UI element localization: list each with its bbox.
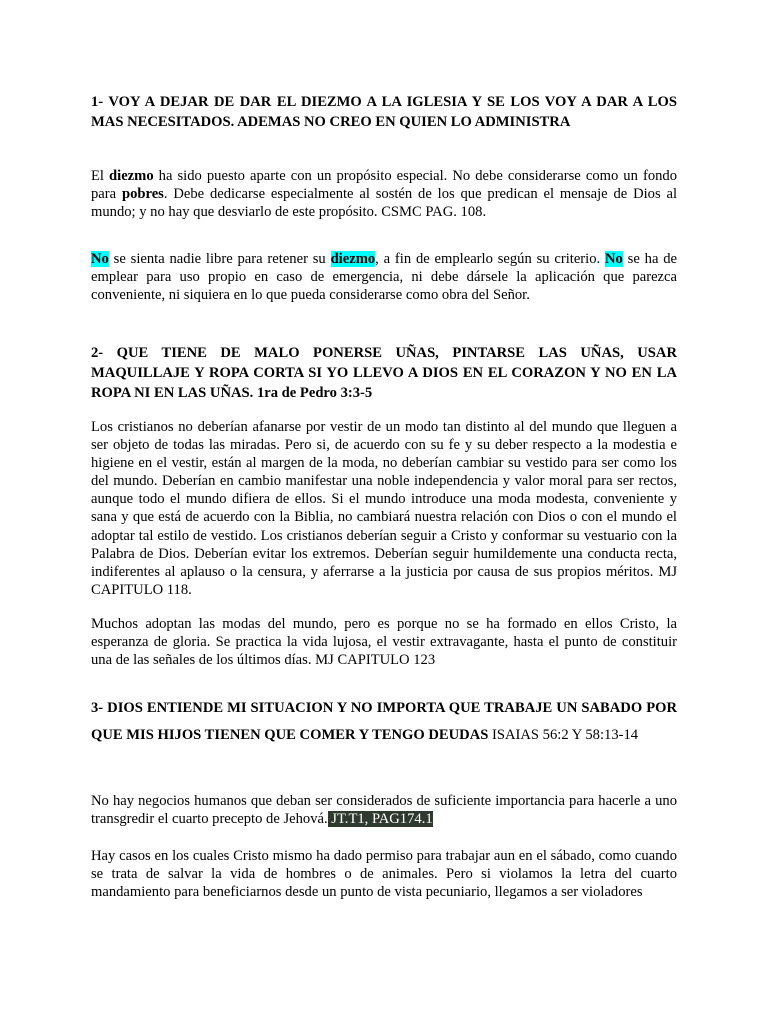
text-run: se ha de emplear para uso propio en caso de emergencia, ni debe dársele la aplicación que parezca conveniente, ni siquiera en lo que pueda considerarse como obra del Señor. [91,251,678,304]
text-run: , a fin de emplearlo según su criterio. [375,251,605,267]
section-2-paragraph-2: Muchos adoptan las modas del mundo, pero es porque no se ha formado en ellos Cristo, la esperanza de gloria. Se practica la vida lujosa, el vestir extravagante, hasta el punto de constituir una de las señales de los últimos días. MJ CAPITULO 123 [91,616,677,669]
bold-term-pobres: pobres [121,186,164,203]
text-run: . Debe dedicarse especialmente al sostén de los que predican el mensaje de Dios al mundo; y no hay que desviarlo de este propósito. CSMC PAG. 108. [91,186,678,221]
section-1-paragraph-2 [91,250,677,304]
bold-term-diezmo: diezmo [109,168,154,184]
section-3-paragraph-2: Hay casos en los cuales Cristo mismo ha dado permiso para trabajar aun en el sábado, como cuando se trata de salvar la vida de hombres o de animales. Pero si violamos la letra del cuarto mandamiento para beneficiarnos desde un punto de vista pecuniario, llegamos a ser violadores [91,848,677,901]
highlight-no: No [605,251,623,267]
section-3-heading-bold: 3- DIOS ENTIENDE MI SITUACION Y NO IMPORTA QUE TRABAJE UN SABADO POR QUE MIS HIJOS TIENEN QUE COMER Y TENGO DEUDAS [91,700,677,743]
highlight-no: No [91,251,109,267]
text-run: No hay negocios humanos que deban ser considerados de suficiente importancia para hacerle a uno transgredir el cuarto precepto de Jehová. [91,793,677,828]
section-3-heading [91,695,677,748]
section-3-heading-reference: ISAIAS 56:2 Y 58:13-14 [488,726,639,743]
section-3-paragraph-1 [91,792,677,828]
highlight-diezmo: diezmo [330,251,376,267]
section-1-paragraph-1 [91,167,677,221]
highlighted-reference: JT.T1, PAG174.1 [327,811,433,828]
section-2-heading: 2- QUE TIENE DE MALO PONERSE UÑAS, PINTARSE LAS UÑAS, USAR MAQUILLAJE Y ROPA CORTA SI YO LLEVO A DIOS EN EL CORAZON Y NO EN LA ROPA NI EN LAS UÑAS. 1ra de Pedro 3:3-5 [91,345,677,401]
section-2-paragraph-1: Los cristianos no deberían afanarse por vestir de un modo tan distinto al del mundo que lleguen a ser objeto de todas las miradas. Pero si, de acuerdo con su fe y su deber respecto a la modestia e higiene en el vestir, están al margen de la moda, no deberían cambiar su vestido para ser como los del mundo. Deberían en cambio manifestar una noble independencia y valor moral para ser rectos, aunque todo el mundo difiera de ellos. Si el mundo introduce una moda modesta, conveniente y sana y que está de acuerdo con la Biblia, no cambiará nuestra relación con Dios o con el mundo el adoptar tal estilo de vestido. Los cristianos deberían seguir a Cristo y conformar su vestuario con la Palabra de Dios. Deberían evitar los extremos. Deberían seguir humildemente una conducta recta, indiferentes al aplauso o la censura, y aferrarse a la justicia por causa de sus propios méritos. MJ CAPITULO 118. [91,419,677,598]
text-run: El [91,168,110,184]
text-run: ha sido puesto aparte con un propósito especial. No debe considerarse como un fondo para [91,168,678,203]
text-run: se sienta nadie libre para retener su [108,251,331,267]
section-1-heading: 1- VOY A DEJAR DE DAR EL DIEZMO A LA IGLESIA Y SE LOS VOY A DAR A LOS MAS NECESITADOS. ADEMAS NO CREO EN QUIEN LO ADMINISTRA [91,94,677,130]
